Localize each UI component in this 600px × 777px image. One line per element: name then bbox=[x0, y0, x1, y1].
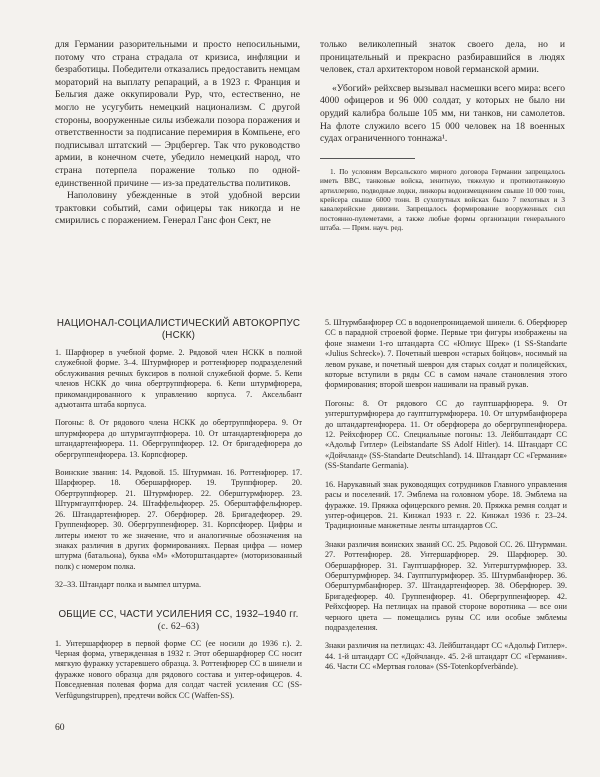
captions-left-column bbox=[55, 318, 302, 709]
section-heading-ss-title: ОБЩИЕ СС, ЧАСТИ УСИЛЕНИЯ СС, 1932–1940 гг. bbox=[58, 608, 299, 620]
caption-paragraph: Знаки различия воинских званий СС. 25. Рядовой СС. 26. Штурмман. 27. Роттенфюрер. 28. Унтершарфюрер. 29. Шарфюрер. 30. Обершарфюрер. 31. Гауптшарфюрер. 32. Унтерштурмфюрер. 33. Оберштурмфюрер. 34. Гауптштурмфюрер. 35. Штурмбанфюрер. 36. Оберштурмбанфюрер. 37. Штандартенфюрер. 38. Оберфюрер. 39. Бригадефюрер. 40. Группенфюрер. 41. Обергруппенфюрер. 42. Рейхсфюрер. На петлицах на правой стороне воротника — все они черного цвета — помещались руны СС или особые эмблемы подразделения. bbox=[325, 539, 567, 632]
section-heading-ss-pages: (с. 62–63) bbox=[157, 620, 200, 632]
body-paragraph: «Убогий» рейхсвер вызывал насмешки всего мира: всего 4000 офицеров и 96 000 солдат, у которых не было ни орудий калибра больше 105 мм, ни танков, ни самолетов. На флоте служило всего 15 000 человек на 18 военных судах ограниченного тоннажа¹. bbox=[320, 82, 565, 145]
caption-paragraph: 1. Шарфюрер в учебной форме. 2. Рядовой член НСКК в полной служебной форме. 3–4. Штурмфюрер и роттенфюрер подразделений обслуживания речных буксиров в полной служебной форме. 5. Кепи членов НСКК до чина обертруппфюрера. 6. Кепи штурмфюрера, прикомандированного к управлению корпуса. 7. Аксельбант адъютанта штаба корпуса. bbox=[55, 348, 302, 410]
caption-paragraph: 16. Нарукавный знак руководящих сотрудников Главного управления расы и поселений. 17. Эмблема на головном уборе. 18. Эмблема на фуражке. 19. Пряжка офицерского ремня. 20. Пряжка ремня солдат и унтер-офицеров. 21. Кинжал 1933 г. 22. Кинжал 1936 г. 23–24. Традиционные манжетные ленты штандартов СС. bbox=[325, 479, 567, 531]
footnote: 1. По условиям Версальского мирного договора Германии запрещалось иметь ВВС, танковые войска, зенитную, тяжелую и противотанковую артиллерию, подводные лодки, линкоры водоизмещением свыше 10 000 тонн, крейсера свыше 6000 тонн. В сухопутных войсках было 7 пехотных и 3 кавалерийские дивизии. Запрещалось формирование вооруженных сил постоянно-пулеметами, а также любые формы организации генерального штаба. — Прим. науч. ред. bbox=[320, 166, 565, 233]
caption-paragraph: 5. Штурмбанфюрер СС в водонепроницаемой шинели. 6. Оберфюрер СС в парадной строевой форме. Первые три фигуры изображены на фоне знамени 1-го штандарта СС «Юлиус Шрек» (1 SS-Standarte «Julius Schreck»). 7. Почетный шеврон «старых бойцов», носимый на левом рукаве, и почетный шеврон для старых солдат и полицейских, которые вступили в ряды СС в самом начале становления этого формирования; второй шеврон нашивали на правый рукав. bbox=[325, 318, 567, 390]
main-text-right-column bbox=[320, 39, 565, 233]
page-number: 60 bbox=[55, 722, 65, 733]
caption-paragraph: 1. Унтершарфюрер в первой форме СС (ее носили до 1936 г.). 2. Черная форма, утвержденная в 1932 г. Этот обершарфюрер СС носит мягкую фуражку устаревшего образца. 3. Роттенфюрер СС в шинели и фуражке нового образца для рядового состава и унтер-офицеров. 4. Повседневная полевая форма для солдат частей усиления СС (SS-Verfügungstruppen), предтечи войск СС (Waffen-SS). bbox=[55, 638, 302, 700]
captions-right-column bbox=[325, 318, 567, 681]
section-heading-ss bbox=[55, 609, 302, 633]
body-paragraph: для Германии разорительными и просто непосильными, потому что страна страдала от кризиса, инфляции и безработицы. Победители отказались предоставить немцам мораторий на выплату репараций, а в 1923 г. Франция и Бельгия даже оккупировали Рур, что, естественно, не могло не усугубить немецкий национализм. С другой стороны, вооруженные силы избежали позора поражения и ответственности за подписание перемирия в Компьене, его подписывал штатский — Эрцбергер. Так что руководство армии, в конечном счете, убедило немецкий народ, что страна потерпела поражение только по одной-единственной причине — из-за предательства политиков. bbox=[55, 39, 300, 189]
body-paragraph: Наполовину убежденные в этой удобной версии трактовки событий, сами офицеры так никогда и не смирились с поражением. Генерал Ганс фон Сект, не bbox=[55, 190, 300, 227]
caption-paragraph: Погоны: 8. От рядового СС до гауптшарфюрера. 9. От унтерштурмфюрера до гауптштурмфюрера. 10. От штурмбанфюрера до штандартенфюрера. 11. От оберфюрера до обергруппенфюрера. 12. Рейхсфюрер СС. Специальные погоны: 13. Лейбштандарт СС «Адольф Гитлер» (Leibstandarte SS Adolf Hitler). 14. Штандарт СС «Дойчланд» (SS-Standarte Deutschland). 14. Штандарт СС «Германия» (SS-Standarte Germania). bbox=[325, 398, 567, 471]
caption-paragraph: Погоны: 8. От рядового члена НСКК до обертруппфюрера. 9. От штурмфюрера до штурмгауптфюрера. 10. От штандартенфюрера до штандартенфюрера. 11. Обергруппфюрер. 12. От бригадефюрера до обергруппенфюрера. 13. Корпсфюрер. bbox=[55, 418, 302, 459]
caption-paragraph: Воинские звания: 14. Рядовой. 15. Штурмман. 16. Роттенфюрер. 17. Шарфюрер. 18. Обершарфюрер. 19. Труппфюрер. 20. Обертруппфюрер. 21. Штурмфюрер. 22. Оберштурмфюрер. 23. Штурмгауптфюрер. 24. Штаффельфюрер. 25. Оберштаффельфюрер. 26. Штандартенфюрер. 27. Оберфюрер. 28. Бригадефюрер. 29. Группенфюрер. 30. Обергруппенфюрер. 31. Корпсфюрер. Цифры и литеры имеют то же значение, что и аналогичные обозначения на знаках различия в других формированиях. Первая цифра — номер штурма (батальона), буква «М» «Моторштандарте» (моторизованный полк) с номером полка. bbox=[55, 468, 302, 571]
body-paragraph: только великолепный знаток своего дела, но и проницательный и прекрасно разбиравшийся в людях человек, стал архитектором новой германской армии. bbox=[320, 39, 565, 76]
main-text-left-column bbox=[55, 39, 300, 228]
footnote-divider bbox=[320, 158, 415, 159]
caption-paragraph: Знаки различия на петлицах: 43. Лейбштандарт СС «Адольф Гитлер». 44. 1-й штандарт СС «Дойчланд». 45. 2-й штандарт СС «Германия». 46. Части СС «Мертвая голова» (SS-Totenkopfverbände). bbox=[325, 641, 567, 672]
section-heading-nskk: НАЦИОНАЛ-СОЦИАЛИСТИЧЕСКИЙ АВТОКОРПУС (НСКК) bbox=[56, 318, 301, 341]
caption-paragraph: 32–33. Штандарт полка и вымпел штурма. bbox=[55, 580, 201, 590]
